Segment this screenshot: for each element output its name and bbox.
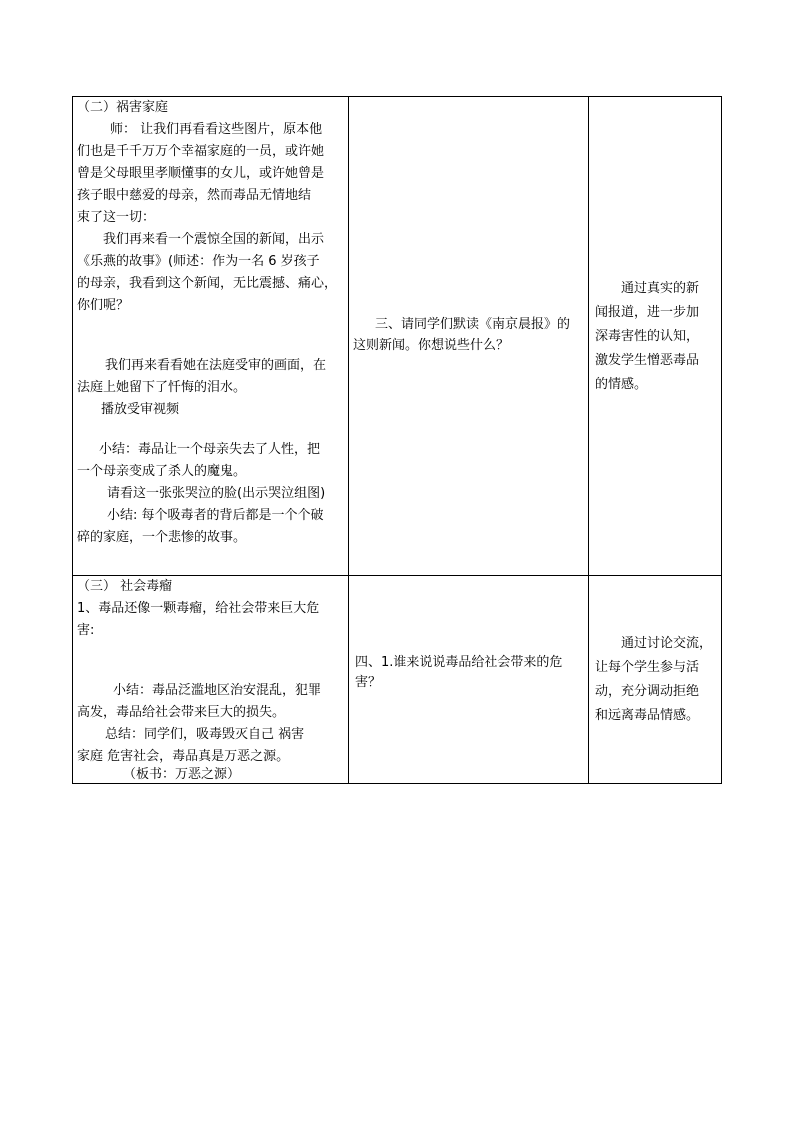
section-heading: （二）祸害家庭 <box>77 100 169 115</box>
conclusion-line: 总结：同学们，吸毒毁灭自己 祸害 <box>105 727 305 742</box>
design-intent-cell <box>589 576 722 784</box>
intent-line: 和远离毒品情感。 <box>595 708 700 723</box>
body-line: 请看这一张张哭泣的脸(出示哭泣组图) <box>107 486 326 501</box>
intent-line: 通过讨论交流， <box>621 636 713 651</box>
student-activity-cell <box>349 576 589 784</box>
body-line: 你们呢？ <box>77 298 130 313</box>
summary-line: 小结: 每个吸毒者的背后都是一个个破 <box>107 508 324 523</box>
body-line: 法庭上她留下了忏悔的泪水。 <box>77 380 247 395</box>
intent-line: 闻报道，进一步加 <box>595 305 700 320</box>
intent-line: 的情感。 <box>595 377 648 392</box>
summary-line: 碎的家庭，一个悲惨的故事。 <box>77 530 247 545</box>
body-line: 我们再来看看她在法庭受审的画面，在 <box>105 358 327 373</box>
table-row <box>73 576 722 784</box>
section-heading: （三） 社会毒瘤 <box>77 579 173 594</box>
summary-line: 高发，毒品给社会带来巨大的损失。 <box>77 705 286 720</box>
student-activity-cell <box>349 97 589 576</box>
body-line: 害: <box>77 623 95 638</box>
summary-line: 小结：毒品泛滥地区治安混乱，犯罪 <box>113 683 322 698</box>
body-line: 播放受审视频 <box>101 402 180 417</box>
body-line: 《乐燕的故事》(师述：作为一名 6 岁孩子 <box>77 254 320 269</box>
intent-line: 通过真实的新 <box>621 281 700 296</box>
body-line: 的母亲，我看到这个新闻，无比震撼、痛心， <box>77 276 338 291</box>
table-row <box>73 97 722 576</box>
body-line: 师： 让我们再看看这些图片，原本他 <box>110 122 323 137</box>
activity-line: 三、请同学们默读《南京晨报》的 <box>375 317 571 332</box>
body-line: 曾是父母眼里孝顺懂事的女儿，或许她曾是 <box>77 166 325 181</box>
intent-line: 让每个学生参与活 <box>595 660 700 675</box>
activity-line: 四、1.谁来说说毒品给社会带来的危 <box>355 655 563 670</box>
teaching-process-cell <box>73 576 349 784</box>
summary-line: 一个母亲变成了杀人的魔鬼。 <box>77 464 247 479</box>
intent-line: 动，充分调动拒绝 <box>595 684 700 699</box>
design-intent-cell <box>589 97 722 576</box>
body-line: 1、毒品还像一颗毒瘤，给社会带来巨大危 <box>77 601 320 616</box>
intent-line: 激发学生憎恶毒品 <box>595 353 700 368</box>
body-line: 我们再来看一个震惊全国的新闻，出示 <box>103 232 325 247</box>
teaching-process-cell <box>73 97 349 576</box>
activity-line: 这则新闻。你想说些什么？ <box>353 338 510 353</box>
body-line: 们也是千千万万个幸福家庭的一员，或许她 <box>77 144 325 159</box>
body-line: 束了这一切： <box>77 210 156 225</box>
board-note: （板书：万恶之源） <box>123 767 241 782</box>
body-line: 孩子眼中慈爱的母亲，然而毒品无情地结 <box>77 188 312 203</box>
intent-line: 深毒害性的认知， <box>595 329 700 344</box>
lesson-plan-table <box>72 96 722 784</box>
activity-line: 害？ <box>355 675 382 690</box>
conclusion-line: 家庭 危害社会，毒品真是万恶之源。 <box>77 749 290 764</box>
summary-line: 小结：毒品让一个母亲失去了人性，把 <box>99 442 321 457</box>
